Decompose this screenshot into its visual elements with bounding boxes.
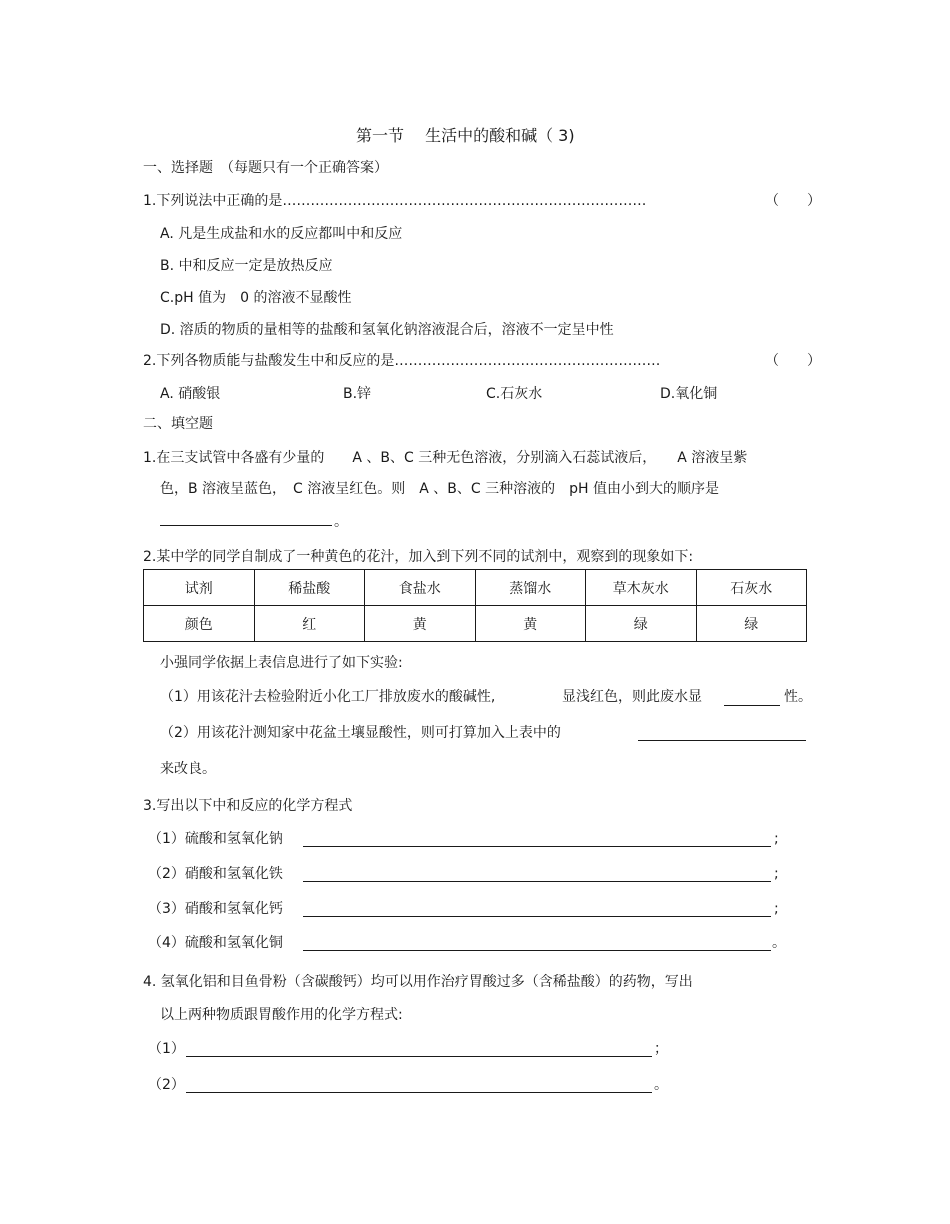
page-title: 第一节 生活中的酸和碱（ 3): [356, 126, 575, 145]
fill-2-stem: 2.某中学的同学自制成了一种黄色的花汁，加入到下列不同的试剂中，观察到的现象如下:: [143, 549, 694, 565]
fill-3-item-3-end: ;: [774, 901, 779, 917]
fill-3-item-1-end: ;: [774, 831, 779, 847]
fill-2-sub-2-blank[interactable]: [638, 740, 806, 741]
fill-2-sub-1-a: （1）用该花汁去检验附近小化工厂排放废水的酸碱性,: [160, 689, 496, 705]
fill-3-item-4-blank[interactable]: [303, 950, 771, 951]
table-header-cell: 草木灰水: [586, 570, 697, 606]
table-cell: 黄: [475, 606, 586, 642]
fill-3-item-1-label: （1）硫酸和氢氧化钠: [148, 831, 283, 847]
fill-2-sub-2-end: 来改良。: [160, 761, 216, 777]
reagent-color-table: [143, 569, 807, 642]
question-2-stem: 2.下列各物质能与盐酸发生中和反应的是…………………………………………………: [143, 353, 661, 369]
table-cell: 颜色: [144, 606, 255, 642]
fill-2-sub-1-blank[interactable]: [724, 705, 780, 706]
fill-2-sub-2: （2）用该花汁测知家中花盆土壤显酸性，则可打算加入上表中的: [160, 725, 561, 741]
fill-3-item-1-blank[interactable]: [303, 846, 771, 847]
fill-3-item-2-blank[interactable]: [303, 881, 771, 882]
table-header-row: [144, 570, 807, 606]
fill-1-line-1: 1.在三支试管中各盛有少量的 A 、B、C 三种无色溶液，分别滴入石蕊试液后， A 溶液呈紫: [143, 450, 748, 466]
question-1-option-d: D. 溶质的物质的量相等的盐酸和氢氧化钠溶液混合后，溶液不一定呈中性: [160, 322, 614, 338]
fill-3-item-3-blank[interactable]: [303, 916, 771, 917]
question-2-option-d: D.氧化铜: [660, 386, 718, 402]
fill-3-stem: 3.写出以下中和反应的化学方程式: [143, 798, 353, 814]
fill-3-item-4-label: （4）硫酸和氢氧化铜: [148, 935, 283, 951]
question-1-option-b: B. 中和反应一定是放热反应: [160, 258, 333, 274]
fill-1-answer-blank[interactable]: [160, 525, 332, 526]
question-2-answer-bracket[interactable]: （ ）: [765, 353, 821, 369]
fill-4-item-2-blank[interactable]: [186, 1092, 652, 1093]
section-heading-fill: 二、填空题: [143, 416, 213, 432]
question-2-option-a: A. 硝酸银: [160, 386, 221, 402]
table-cell: 红: [254, 606, 365, 642]
table-header-cell: 试剂: [144, 570, 255, 606]
table-cell: 黄: [365, 606, 476, 642]
fill-3-item-3-label: （3）硝酸和氢氧化钙: [148, 901, 283, 917]
fill-3-item-2-end: ;: [774, 866, 779, 882]
fill-4-item-1-label: （1）: [148, 1041, 185, 1057]
fill-3-item-4-end: 。: [772, 935, 786, 951]
question-1-option-c: C.pH 值为 0 的溶液不显酸性: [160, 290, 352, 306]
table-cell: 绿: [696, 606, 807, 642]
fill-1-end: 。: [334, 514, 348, 530]
table-header-cell: 稀盐酸: [254, 570, 365, 606]
table-cell: 绿: [586, 606, 697, 642]
table-header-cell: 食盐水: [365, 570, 476, 606]
fill-4-item-1-blank[interactable]: [186, 1056, 652, 1057]
table-header-cell: 蒸馏水: [475, 570, 586, 606]
question-2-option-b: B.锌: [343, 386, 372, 402]
question-1-answer-bracket[interactable]: （ ）: [765, 193, 821, 209]
table-row: [144, 606, 807, 642]
fill-2-sub-1-end: 性。: [784, 689, 812, 705]
fill-1-line-2: 色，B 溶液呈蓝色， C 溶液呈红色。则 A 、B、C 三种溶液的 pH 值由小到大的顺序是: [160, 481, 719, 497]
fill-2-intro: 小强同学依据上表信息进行了如下实验:: [160, 655, 403, 671]
fill-2-sub-1-b: 显浅红色，则此废水显: [562, 689, 702, 705]
section-heading-choice: 一、选择题 （每题只有一个正确答案）: [143, 160, 388, 176]
fill-4-item-1-end: ；: [654, 1041, 668, 1057]
fill-4-item-2-end: 。: [654, 1077, 668, 1093]
question-2-option-c: C.石灰水: [486, 386, 543, 402]
question-1-stem: 1.下列说法中正确的是……………………………………………………………………: [143, 193, 647, 209]
fill-4-line-2: 以上两种物质跟胃酸作用的化学方程式:: [160, 1007, 403, 1023]
question-1-option-a: A. 凡是生成盐和水的反应都叫中和反应: [160, 226, 403, 242]
fill-4-line-1: 4. 氢氧化铝和目鱼骨粉（含碳酸钙）均可以用作治疗胃酸过多（含稀盐酸）的药物，写出: [143, 974, 693, 990]
table-header-cell: 石灰水: [696, 570, 807, 606]
fill-4-item-2-label: （2）: [148, 1077, 185, 1093]
fill-3-item-2-label: （2）硝酸和氢氧化铁: [148, 866, 283, 882]
